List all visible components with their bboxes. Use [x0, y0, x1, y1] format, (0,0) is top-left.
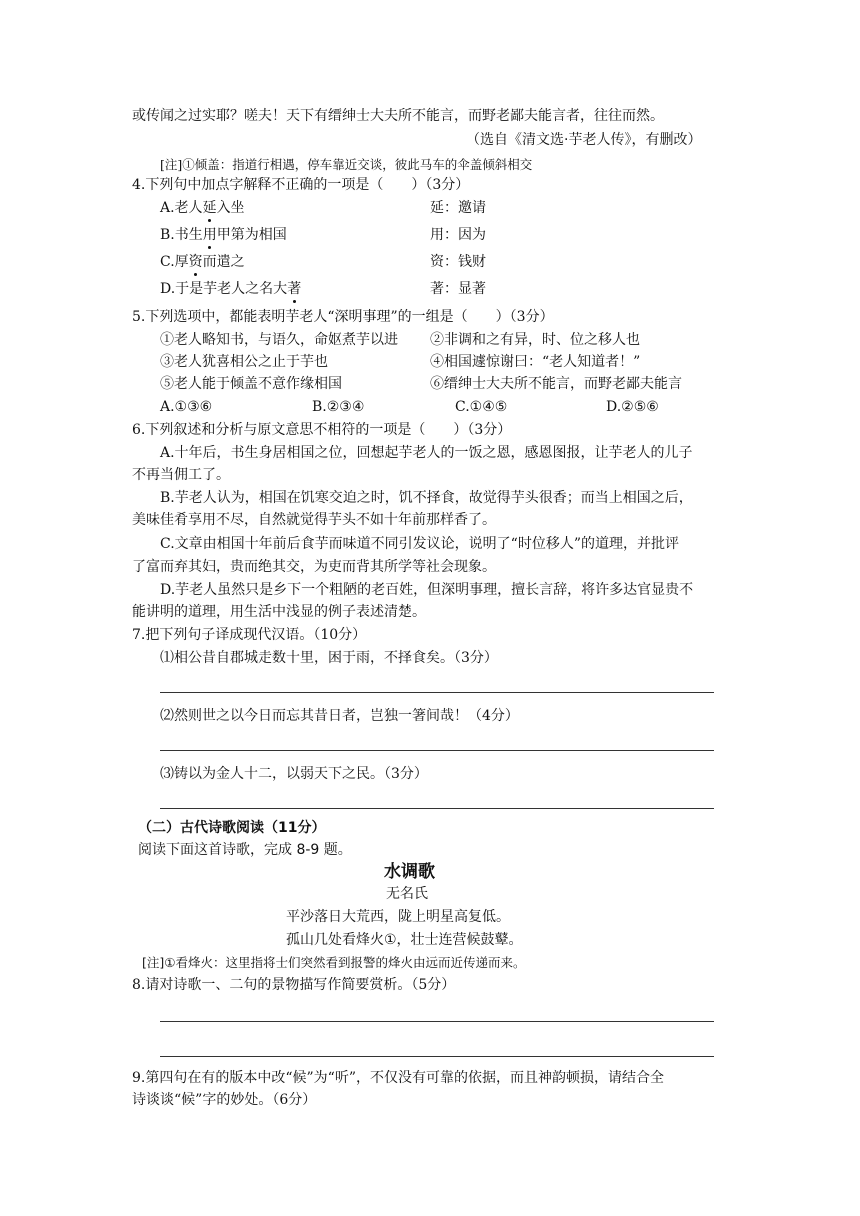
poem-title: 水调歌: [384, 862, 435, 882]
q4-option-d: D.于是芋老人之名大著: [160, 281, 302, 297]
q6-option-b-line2: 美味佳肴享用不尽，自然就觉得芋头不如十年前那样香了。: [132, 512, 496, 528]
q7-sentence-3: ⑶铸以为金人十二，以弱天下之民。（3分）: [160, 766, 428, 782]
poem-note: [注]①看烽火：这里指将士们突然看到报警的烽火由远而近传递而来。: [142, 955, 526, 970]
q6-option-d-line2: 能讲明的道理，用生活中浅显的例子表述清楚。: [132, 604, 426, 620]
q6-stem: 6.下列叙述和分析与原文意思不相符的一项是（ ）（3分）: [132, 422, 512, 438]
q4-stem: 4.下列句中加点字解释不正确的一项是（ ）（3分）: [132, 177, 470, 193]
q5-choice-a: A.①③⑥: [160, 399, 213, 415]
dotted-char: 著: [287, 281, 302, 297]
q5-item-6: ⑥缙绅士大夫所不能言，而野老鄙夫能言: [430, 376, 682, 392]
dotted-char: 用: [202, 227, 217, 243]
q5-item-3: ③老人犹喜相公之止于芋也: [160, 354, 328, 370]
q5-item-4: ④相国遽惊谢曰：“老人知道者！”: [430, 354, 641, 370]
passage-last-line: 或传闻之过实耶？嗟夫！天下有缙绅士大夫所不能言，而野老鄙夫能言者，往往而然。: [132, 108, 664, 124]
q5-choice-d: D.②⑤⑥: [606, 399, 659, 415]
answer-line[interactable]: [160, 808, 714, 809]
q7-sentence-1: ⑴相公昔自郡城走数十里，困于雨，不择食矣。（3分）: [160, 650, 498, 666]
answer-line[interactable]: [160, 692, 714, 693]
q4-option-c: C.厚资而遣之: [160, 254, 245, 270]
q6-option-d-line1: D.芋老人虽然只是乡下一个粗陋的老百姓，但深明事理，擅长言辞，将许多达官显贵不: [160, 582, 694, 598]
dotted-char: 资: [188, 254, 203, 270]
q6-option-a-line2: 不再当佣工了。: [132, 467, 230, 483]
q6-option-c-line2: 了富而弃其妇，贵而绝其交，为吏而背其所学等社会现象。: [132, 559, 496, 575]
q7-stem: 7.把下列句子译成现代汉语。（10分）: [132, 627, 367, 643]
dotted-char: 延: [202, 200, 217, 216]
q5-item-5: ⑤老人能于倾盖不意作缘相国: [160, 376, 342, 392]
q4-option-a: A.老人延入坐: [160, 200, 245, 216]
q7-sentence-2: ⑵然则世之以今日而忘其昔日者，岂独一箸间哉！（4分）: [160, 708, 519, 724]
section-heading: （二）古代诗歌阅读（11分）: [138, 820, 326, 836]
answer-line[interactable]: [160, 750, 714, 751]
q4-option-b: B.书生用甲第为相国: [160, 227, 287, 243]
q6-option-c-line1: C.文章由相国十年前后食芋而味道不同引发议论，说明了“时位移人”的道理，并批评: [160, 536, 679, 552]
passage-source: （选自《清文选·芋老人传》，有删改）: [466, 132, 702, 148]
q4-gloss-b: 用：因为: [430, 227, 486, 243]
q5-stem: 5.下列选项中，都能表明芋老人“深明事理”的一组是（ ）（3分）: [132, 309, 554, 325]
q4-gloss-a: 延：邀请: [430, 200, 486, 216]
answer-line[interactable]: [160, 1021, 714, 1022]
q8-stem: 8.请对诗歌一、二句的景物描写作简要赏析。（5分）: [132, 977, 456, 993]
answer-line[interactable]: [160, 1056, 714, 1057]
poem-author: 无名氏: [386, 886, 428, 902]
q5-item-2: ②非调和之有异，时、位之移人也: [430, 332, 640, 348]
poem-line-1: 平沙落日大荒西，陇上明星高复低。: [286, 909, 510, 925]
poem-intro: 阅读下面这首诗歌，完成 8-9 题。: [138, 842, 352, 858]
q6-option-a-line1: A.十年后，书生身居相国之位，回想起芋老人的一饭之恩，感恩图报，让芋老人的儿子: [160, 445, 693, 461]
q5-choice-b: B.②③④: [312, 399, 365, 415]
q5-choice-c: C.①④⑤: [455, 399, 508, 415]
poem-line-2: 孤山几处看烽火①，壮士连营候鼓鼙。: [286, 932, 523, 948]
q9-stem-line1: 9.第四句在有的版本中改“候”为“听”，不仅没有可靠的依据，而且神韵顿损，请结合全: [132, 1070, 664, 1086]
passage-note: [注]①倾盖：指道行相遇，停车靠近交谈，彼此马车的伞盖倾斜相交: [160, 157, 533, 172]
q6-option-b-line1: B.芋老人认为，相国在饥寒交迫之时，饥不择食，故觉得芋头很香；而当上相国之后，: [160, 490, 693, 506]
q4-gloss-c: 资：钱财: [430, 254, 486, 270]
q9-stem-line2: 诗谈谈“候”字的妙处。（6分）: [132, 1092, 317, 1108]
q4-gloss-d: 著：显著: [430, 281, 486, 297]
q5-item-1: ①老人略知书，与语久，命妪煮芋以进: [160, 332, 398, 348]
